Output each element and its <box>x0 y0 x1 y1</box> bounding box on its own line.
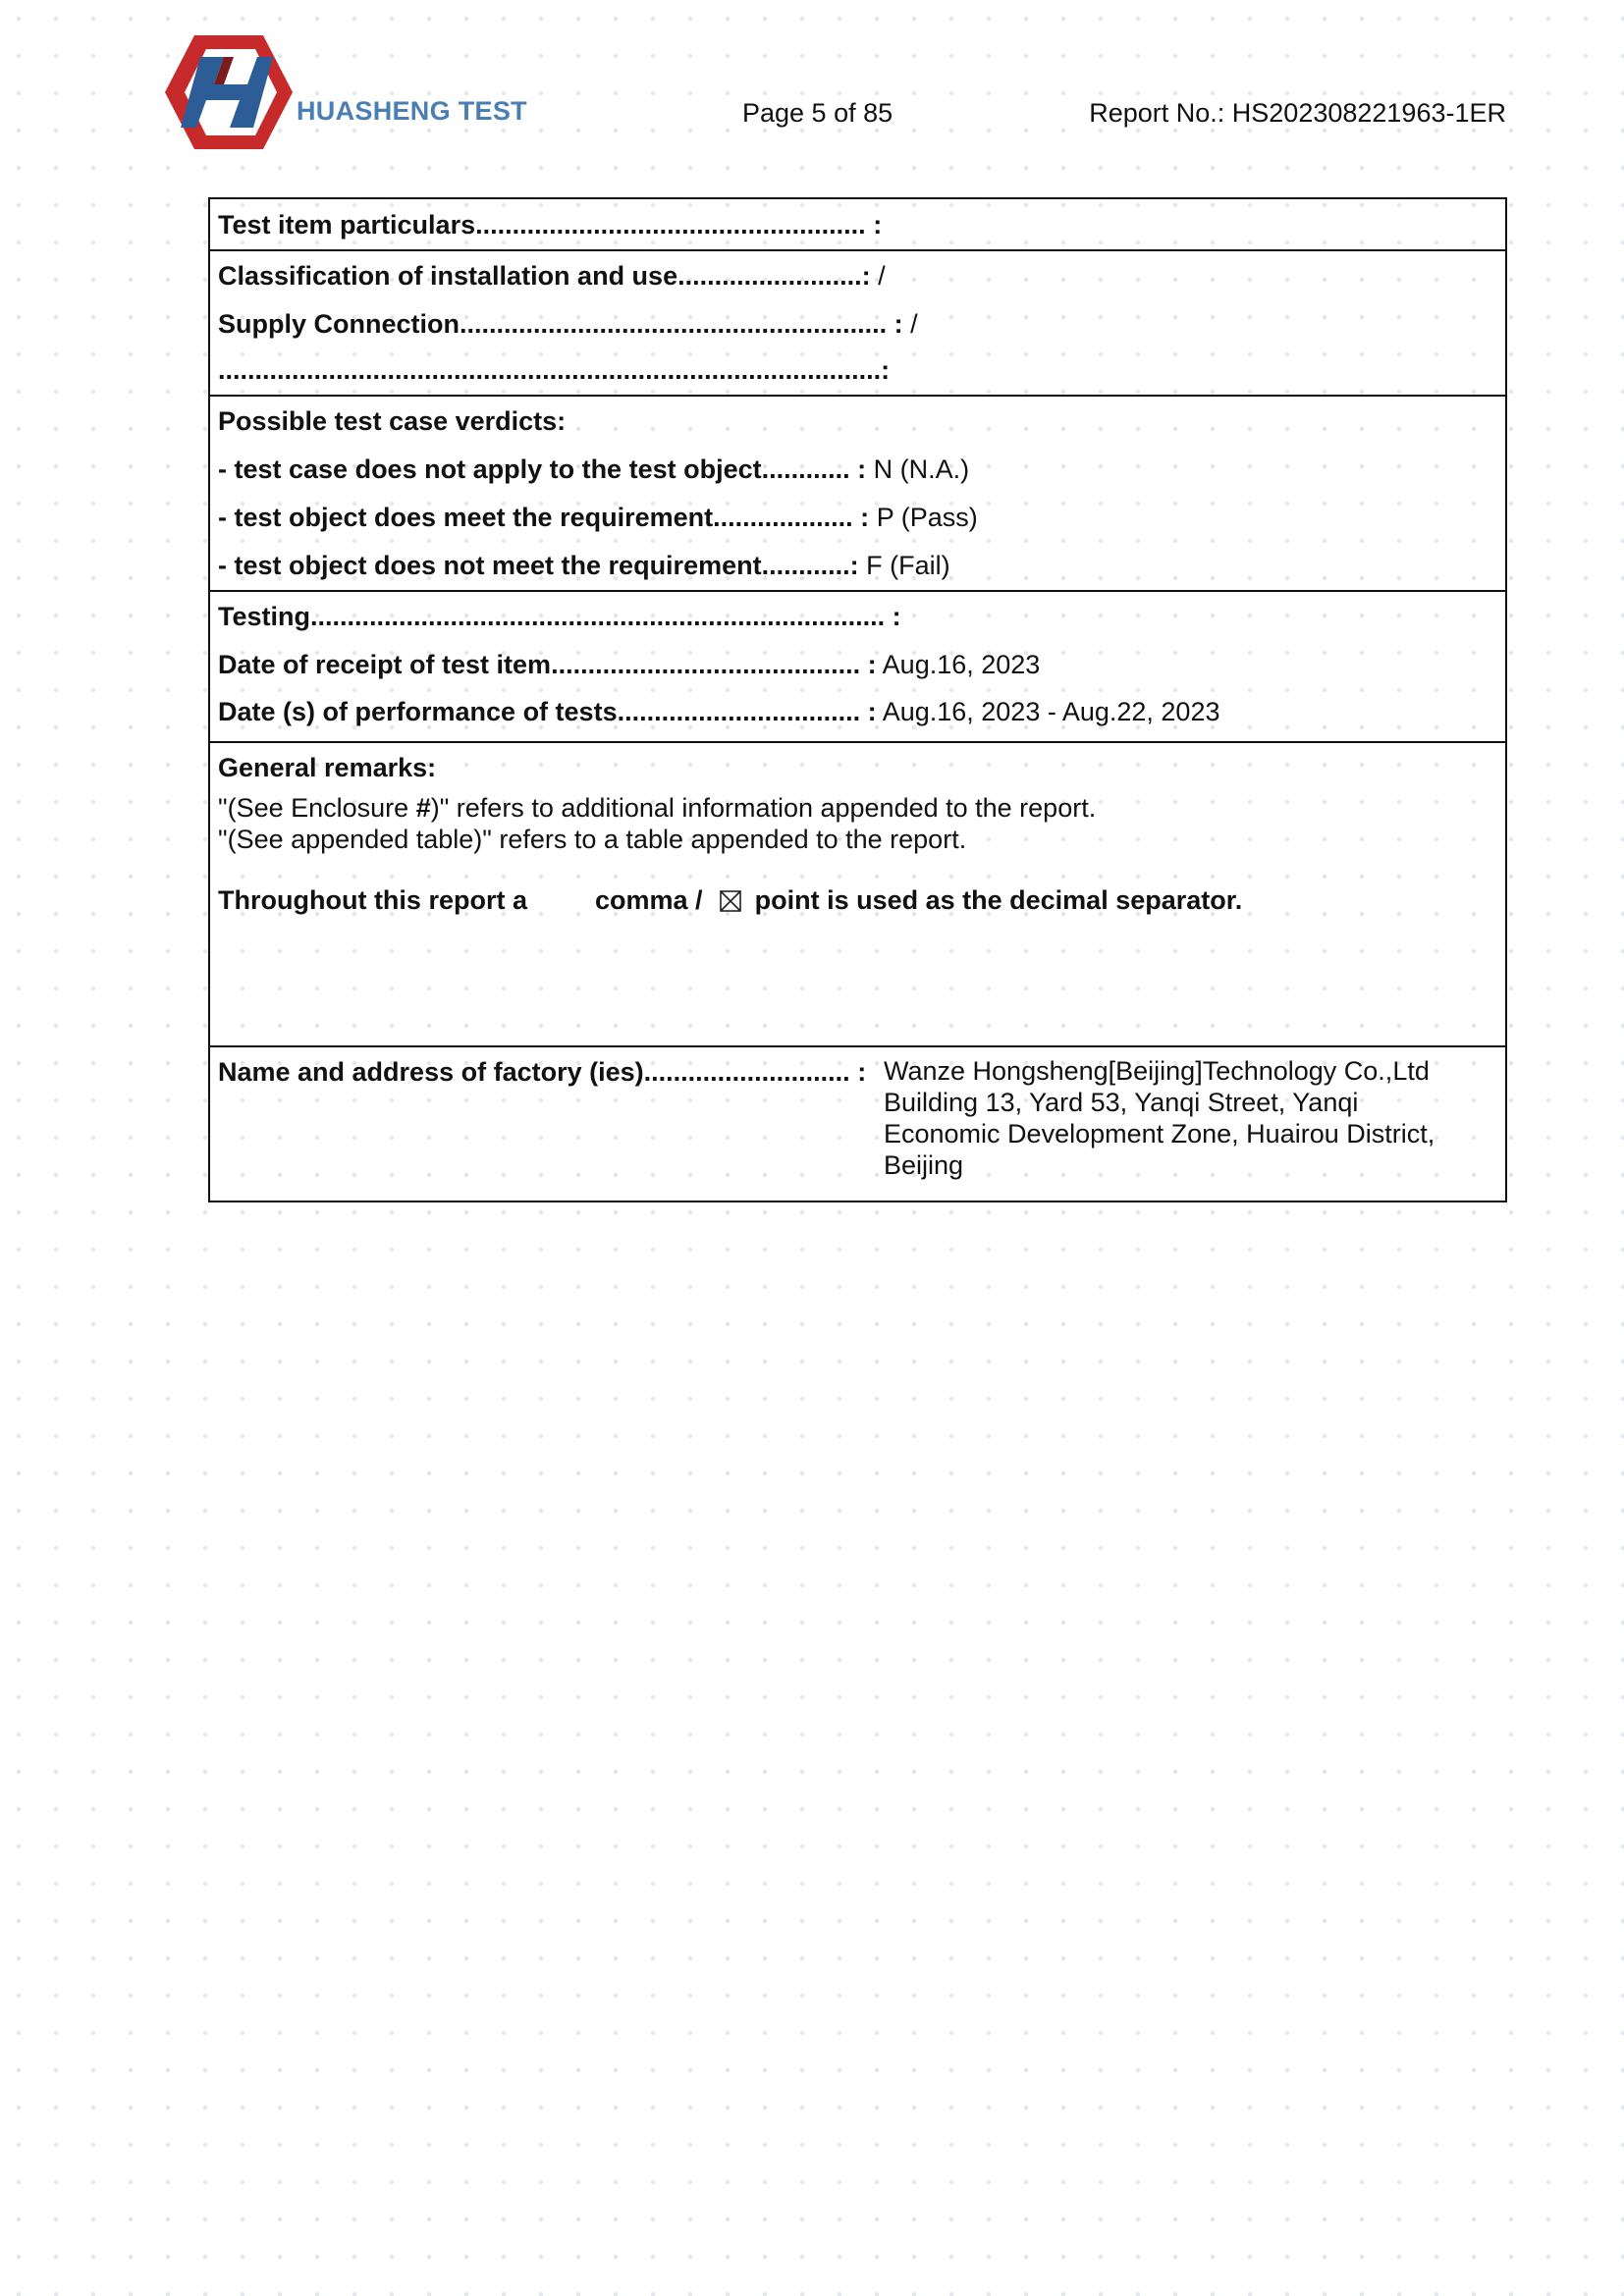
address-line: Beijing <box>884 1150 964 1180</box>
performance-date-value: Aug.16, 2023 - Aug.22, 2023 <box>882 697 1220 726</box>
colon: : <box>867 650 877 679</box>
verdict-row-pass <box>218 503 978 533</box>
performance-date-row <box>218 697 1219 727</box>
colon: : <box>849 551 859 580</box>
classification-section <box>210 249 1505 397</box>
leader-dots: .......................................................... <box>460 309 888 339</box>
colon: : <box>857 1057 867 1087</box>
verdict-label: - test object does meet the requirement <box>218 503 714 532</box>
address-line: Economic Development Zone, Huairou District, <box>884 1119 1435 1148</box>
page-header <box>0 0 1624 157</box>
leader-dots: ..................................................... <box>475 210 866 240</box>
factory-label: Name and address of factory (ies) <box>218 1057 644 1087</box>
remarks-heading: General remarks: <box>218 753 437 782</box>
leader-dots: ............ <box>761 454 850 484</box>
receipt-date-label: Date of receipt of test item <box>218 650 552 679</box>
colon: : <box>861 261 871 291</box>
supply-connection-row <box>218 309 918 340</box>
classification-row <box>218 261 886 292</box>
leader-dots: .......................................................................................... <box>218 355 882 385</box>
comma-option: comma / <box>595 885 703 915</box>
brand-name: HUASHENG TEST <box>297 96 527 126</box>
colon: : <box>873 210 883 240</box>
factory-section <box>210 1045 1505 1204</box>
colon: : <box>892 602 901 631</box>
leader-dots: .............................................................................. <box>310 602 886 631</box>
decimal-separator-row <box>218 885 1242 916</box>
huasheng-logo <box>165 35 293 149</box>
leader-dots: ............ <box>761 551 850 580</box>
particulars-label: Test item particulars <box>218 210 476 240</box>
supply-connection-label: Supply Connection <box>218 309 460 339</box>
remarks-section <box>210 741 1505 1047</box>
verdict-label: - test object does not meet the requirement <box>218 551 762 580</box>
particulars-row <box>218 210 882 240</box>
leader-dots: ......................... <box>677 261 862 291</box>
factory-label-row <box>218 1057 866 1088</box>
testing-section <box>210 590 1505 743</box>
verdicts-section <box>210 395 1505 592</box>
verdict-row-fail <box>218 551 950 581</box>
factory-address <box>884 1055 1435 1181</box>
address-line: Wanze Hongsheng[Beijing]Technology Co.,Ltd <box>884 1056 1430 1086</box>
report-number: Report No.: HS202308221963-1ER <box>1089 98 1506 128</box>
receipt-date-row <box>218 650 1040 680</box>
remark-text: )" refers to additional information appended to the report. <box>430 793 1097 823</box>
point-checkbox[interactable] <box>720 890 741 912</box>
classification-label: Classification of installation and use <box>218 261 678 291</box>
leader-dots: ................... <box>713 503 853 532</box>
testing-label: Testing <box>218 602 310 631</box>
verdict-row-na <box>218 454 969 485</box>
remark-appended-table: "(See appended table)" refers to a table appended to the report. <box>218 825 967 854</box>
supply-connection-value: / <box>910 309 918 339</box>
leader-dots: .......................................... <box>551 650 861 679</box>
separator-text: Throughout this report a <box>218 885 527 915</box>
page-number: Page 5 of 85 <box>742 98 893 128</box>
address-line: Building 13, Yard 53, Yanqi Street, Yanqi <box>884 1088 1359 1117</box>
test-item-form <box>208 197 1507 1202</box>
colon: : <box>893 309 903 339</box>
point-option: point is used as the decimal separator. <box>754 885 1243 915</box>
verdict-value: F (Fail) <box>866 551 950 580</box>
colon: : <box>881 355 891 385</box>
verdict-value: P (Pass) <box>876 503 978 532</box>
testing-row <box>218 602 901 632</box>
performance-date-label: Date (s) of performance of tests <box>218 697 618 726</box>
colon: : <box>857 454 867 484</box>
leader-dots: ............................ <box>643 1057 850 1087</box>
blank-row <box>218 355 890 386</box>
classification-value: / <box>878 261 886 291</box>
verdict-label: - test case does not apply to the test object <box>218 454 762 484</box>
colon: : <box>860 503 870 532</box>
verdict-value: N (N.A.) <box>873 454 970 484</box>
colon: : <box>867 697 877 726</box>
particulars-section <box>210 199 1505 249</box>
leader-dots: ................................. <box>617 697 861 726</box>
remark-text: "(See Enclosure <box>218 793 416 823</box>
verdicts-heading: Possible test case verdicts: <box>218 406 567 436</box>
receipt-date-value: Aug.16, 2023 <box>882 650 1041 679</box>
remark-hash: # <box>415 793 431 823</box>
remark-enclosure <box>218 793 1096 824</box>
